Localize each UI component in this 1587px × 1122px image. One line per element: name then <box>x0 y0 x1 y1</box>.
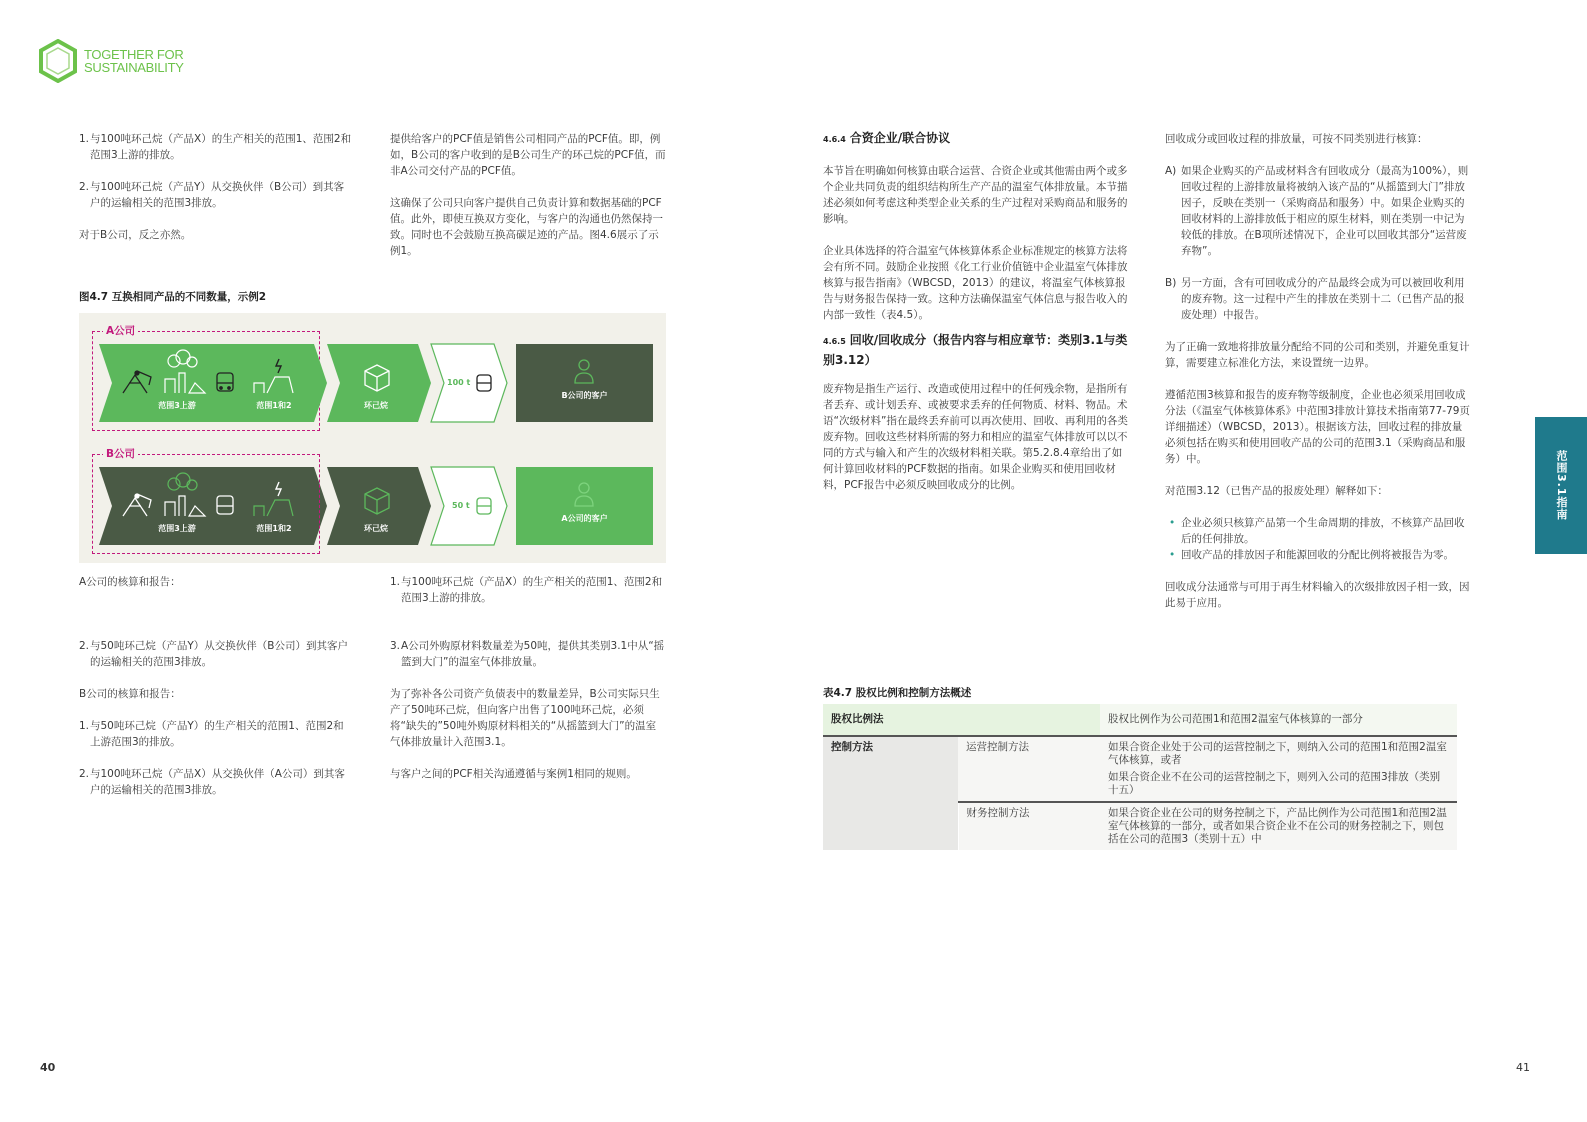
company-b-customer-label: A公司的客户 <box>561 514 608 523</box>
company-b-amount-label: 50 t <box>452 501 470 510</box>
paragraph: 为了正确一致地将排放量分配给不同的公司和类别，并避免重复计算，需要建立标准化方法，来设置统一边界。 <box>1165 341 1470 369</box>
table-title: 表4.7 股权比例和控制方法概述 <box>823 687 972 699</box>
paragraph: 为了弥补各公司资产负债表中的数量差异，B公司实际只生产了50吨环己烷，但向客户出售了100吨环己烷，必须将“缺失的”50吨外购原材料相关的“从摇篮到大门”的温室气体排放量计入范围3.1。 <box>390 688 660 748</box>
section-number: 4.6.4 <box>823 135 846 144</box>
table-cell: 财务控制方法 <box>958 802 1100 850</box>
company-a-label: A公司 <box>103 325 138 337</box>
list-num: 3. <box>390 640 401 652</box>
section-heading-465 <box>823 331 1129 369</box>
table-row <box>823 736 1457 802</box>
list-num: 2. <box>79 768 90 780</box>
paragraph: 提供给客户的PCF值是销售公司相同产品的PCF值。即，例如，B公司的客户收到的是B公司生产的环己烷的PCF值，而非A公司交付产品的PCF值。 <box>390 133 666 177</box>
table-cell-text: 如果合资企业不在公司的运营控制之下，则列入公司的范围3排放（类别十五） <box>1108 771 1441 796</box>
bullet-item <box>1165 515 1472 547</box>
paragraph: 企业具体选择的符合温室气体核算体系企业标准规定的核算方法将会有所不同。鼓励企业按照《化工行业价值链中企业温室气体排放核算与报告指南》（WBCSD，2013）的建议，将温室气体核算报告与财务报告保持一致。这种方法确保温室气体信息与报告收入的内部一致性（表4.5）。 <box>823 245 1128 321</box>
company-b-boundary <box>92 454 320 554</box>
left-col2-bottom <box>390 574 666 782</box>
company-a-scope12-label: 范围1和2 <box>256 401 292 410</box>
list-item <box>79 179 354 211</box>
list-num: 1. <box>390 576 401 588</box>
company-b-scope12-label: 范围1和2 <box>256 524 292 533</box>
list-text: 与50吨环己烷（产品Y）的生产相关的范围1、范围2和上游范围3的排放。 <box>90 720 344 748</box>
list-num: 1. <box>79 133 90 145</box>
bullet-text: 企业必须只核算产品第一个生命周期的排放，不核算产品回收后的任何排放。 <box>1181 517 1465 545</box>
table-cell: 控制方法 <box>823 736 958 850</box>
list-text: 另一方面，含有可回收成分的产品最终会成为可以被回收利用的废弃物。这一过程中产生的排放在类别十二（已售产品的报废处理）中报告。 <box>1181 277 1465 321</box>
paragraph: 本节旨在明确如何核算由联合运营、合资企业或其他需由两个或多个企业共同负责的组织结构所生产产品的温室气体排放量。本节描述必须如何考虑这种类型企业关系的生产过程对采购商品和服务的影响。 <box>823 165 1128 225</box>
company-a-product-label: 环己烷 <box>364 401 388 410</box>
section-title: 合资企业/联合协议 <box>849 131 951 145</box>
list-item <box>390 574 666 606</box>
section-title: 回收/回收成分（报告内容与相应章节：类别3.1与类别3.12） <box>823 333 1128 367</box>
bullet-dot-icon: • <box>1169 517 1176 529</box>
list-num: B) <box>1165 277 1177 289</box>
list-text: A公司外购原材料数量差为50吨，提供其类别3.1中从“摇篮到大门”的温室气体排放量。 <box>401 640 665 668</box>
left-col2-top <box>390 131 666 259</box>
together-for-sustainability-logo <box>38 38 184 84</box>
table-cell: 运营控制方法 <box>958 736 1100 802</box>
section-heading-464 <box>823 129 1129 149</box>
right-col2 <box>1165 131 1472 611</box>
a-report-label: A公司的核算和报告： <box>79 576 181 588</box>
list-item <box>1165 275 1472 323</box>
list-num: 1. <box>79 720 90 732</box>
table-cell: 股权比例法 <box>823 704 1100 736</box>
side-tab-label: 范围3.1指南 <box>1555 450 1568 521</box>
list-item <box>79 638 354 670</box>
company-b-label: B公司 <box>103 448 138 460</box>
bullet-dot-icon: • <box>1169 549 1176 561</box>
list-item <box>79 131 354 163</box>
list-item <box>1165 163 1472 259</box>
list-text: 与50吨环己烷（产品Y）从交换伙伴（B公司）到其客户的运输相关的范围3排放。 <box>90 640 348 668</box>
equity-control-table <box>823 704 1457 850</box>
table-cell: 股权比例作为公司范围1和范围2温室气体核算的一部分 <box>1100 704 1457 736</box>
list-text: 与100吨环己烷（产品Y）从交换伙伴（B公司）到其客户的运输相关的范围3排放。 <box>90 181 345 209</box>
company-a-upstream-label: 范围3上游 <box>158 401 196 410</box>
logo-line1: TOGETHER FOR <box>84 47 184 62</box>
page-number-left: 40 <box>40 1061 56 1074</box>
list-text: 与100吨环己烷（产品X）的生产相关的范围1、范围2和范围3上游的排放。 <box>90 133 352 161</box>
bullet-text: 回收产品的排放因子和能源回收的分配比例将被报告为零。 <box>1181 549 1454 561</box>
list-num: A) <box>1165 165 1177 177</box>
table-cell-text: 如果合资企业处于公司的运营控制之下，则纳入公司的范围1和范围2温室气体核算，或者 <box>1108 741 1447 766</box>
page-number-right: 41 <box>1516 1061 1530 1074</box>
bullet-item <box>1165 547 1472 563</box>
list-text: 与100吨环己烷（产品X）的生产相关的范围1、范围2和范围3上游的排放。 <box>401 576 663 604</box>
company-b-product-label: 环己烷 <box>364 524 388 533</box>
hexagon-logo-icon <box>38 39 78 83</box>
paragraph: 回收成分法通常与可用于再生材料输入的次级排放因子相一致，因此易于应用。 <box>1165 581 1470 609</box>
right-col1 <box>823 129 1129 493</box>
list-text: 如果企业购买的产品或材料含有回收成分（最高为100%），则回收过程的上游排放量将被纳入该产品的“从摇篮到大门”排放因子，反映在类别一（采购商品和服务）中。如果企业购买的回收材料的上游排放低于相应的原生材料，则在类别一中记为较低的排放。在B项所述情况下，企业可以回收其部分“运营废弃物”。 <box>1181 165 1469 257</box>
paragraph: 遵循范围3核算和报告的废弃物等级制度，企业也必须采用回收成分法（《温室气体核算体系》中范围3排放计算技术指南第77-79页详细描述）（WBCSD，2013）。根据该方法，回收过程的排放量必须包括在购买和使用回收产品的公司的范围3.1（采购商品和服务）中。 <box>1165 389 1470 465</box>
paragraph: 与客户之间的PCF相关沟通遵循与案例1相同的规则。 <box>390 768 637 780</box>
table-row <box>823 704 1457 736</box>
note-text: 对于B公司，反之亦然。 <box>79 229 192 241</box>
table-cell: 如果合资企业在公司的财务控制之下，产品比例作为公司范围1和范围2温室气体核算的一部分，或者如果合资企业不在公司的财务控制之下，则包括在公司的范围3（类别十五）中 <box>1100 802 1457 850</box>
table-cell <box>1100 736 1457 802</box>
paragraph: 废弃物是指生产运行、改造或使用过程中的任何残余物，是指所有者丢弃、或计划丢弃、或被要求丢弃的任何物质、材料、物品。术语“次级材料”指在最终丢弃前可以再次使用、回收、再利用的各类废弃物。回收这些材料所需的努力和相应的温室气体排放可以以不同的方式与输入和产生的次级材料相关联。第5.2.8.4章给出了如何计算回收材料的PCF数据的指南。如果企业购买和使用回收材料，PCF报告中必须反映回收成分的比例。 <box>823 383 1128 491</box>
left-col1-top <box>79 131 354 243</box>
company-a-amount-label: 100 t <box>447 378 471 387</box>
exchange-figure <box>79 313 666 563</box>
left-col1-bottom <box>79 574 354 798</box>
paragraph: 这确保了公司只向客户提供自己负责计算和数据基础的PCF值。此外，即使互换双方变化，与客户的沟通也仍然保持一致。同时也不会鼓励互换高碳足迹的产品。图4.6展示了示例1。 <box>390 197 663 257</box>
section-number: 4.6.5 <box>823 337 846 346</box>
paragraph: 回收成分或回收过程的排放量，可按不同类别进行核算： <box>1165 133 1428 145</box>
side-tab <box>1535 417 1587 554</box>
list-item <box>390 638 666 670</box>
logo-line2: SUSTAINABILITY <box>84 60 184 75</box>
list-item <box>79 766 354 798</box>
company-a-customer-label: B公司的客户 <box>561 391 608 400</box>
figure-title: 图4.7 互换相同产品的不同数量，示例2 <box>79 291 267 303</box>
list-num: 2. <box>79 640 90 652</box>
list-num: 2. <box>79 181 90 193</box>
list-text: 与100吨环己烷（产品X）从交换伙伴（A公司）到其客户的运输相关的范围3排放。 <box>90 768 345 796</box>
b-report-label: B公司的核算和报告： <box>79 688 181 700</box>
company-b-upstream-label: 范围3上游 <box>158 524 196 533</box>
logo-text <box>84 48 184 74</box>
list-item <box>79 718 354 750</box>
paragraph: 对范围3.12（已售产品的报废处理）解释如下： <box>1165 485 1388 497</box>
